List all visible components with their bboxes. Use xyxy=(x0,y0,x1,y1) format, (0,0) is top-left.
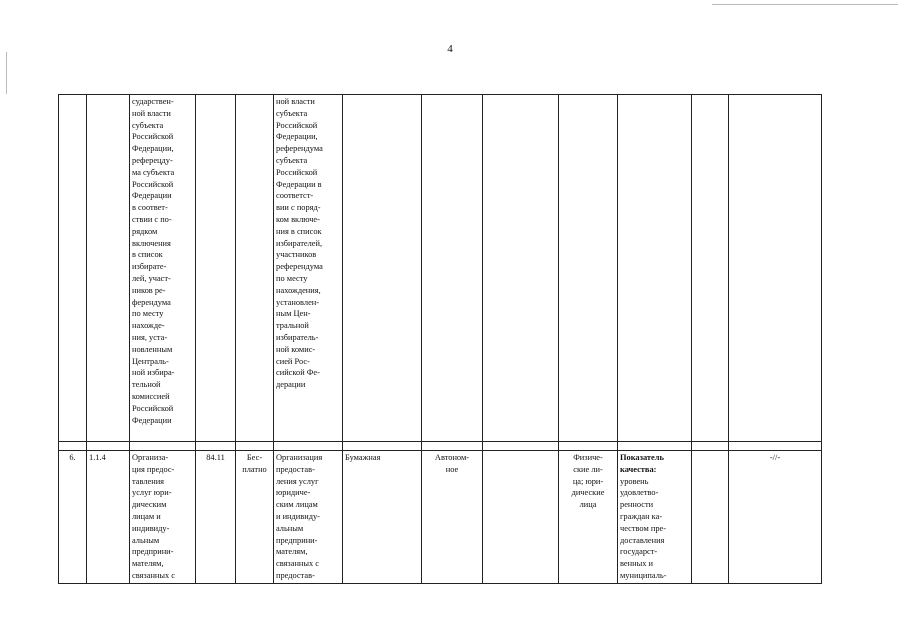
indicator-heading: Показатель качества: xyxy=(620,453,664,474)
cell-code: 1.1.4 xyxy=(87,451,130,584)
cell-service-name: Организа- ция предос- тавления услуг юри- дическим лицам и индивиду- альным предприни- мателям, связанных с xyxy=(130,451,196,584)
cell-col12 xyxy=(692,451,729,584)
cell-num xyxy=(59,95,87,442)
cell-consumers xyxy=(559,95,618,442)
row-separator xyxy=(59,442,822,451)
cell-col12 xyxy=(692,95,729,442)
cell-col9 xyxy=(483,95,559,442)
cell-consumers: Физиче- ские ли- ца; юри- дические лица xyxy=(559,451,618,584)
cell-indicators xyxy=(618,451,692,584)
cell-col9 xyxy=(483,451,559,584)
cell-institution-type: Автоном- ное xyxy=(422,451,483,584)
top-rule xyxy=(712,4,898,5)
cell-form: Бумажная xyxy=(343,451,422,584)
cell-institution-type xyxy=(422,95,483,442)
indicator-text: уровень удовлетво- ренности граждан ка- чеством пре- доставления государст- венных и муниципаль- xyxy=(620,476,667,580)
cell-indicators xyxy=(618,95,692,442)
cell-num: 6. xyxy=(59,451,87,584)
cell-col13 xyxy=(729,95,822,442)
cell-code xyxy=(87,95,130,442)
registry-table xyxy=(58,94,822,584)
table-row xyxy=(59,451,822,584)
cell-okved: 84.11 xyxy=(196,451,236,584)
cell-content: Организация предостав- ления услуг юридиче- ским лицам и индивиду- альным предприни- мателям, связанных с предостав- xyxy=(274,451,343,584)
cell-payment xyxy=(236,95,274,442)
cell-col13: -//- xyxy=(729,451,822,584)
cell-payment: Бес- платно xyxy=(236,451,274,584)
cell-service-name: сударствен- ной власти субъекта Российской Федерации, реферецду- ма субъекта Российской Федерации в соответ- ствии с по- рядком включения в список избирате- лей, участ- ников ре- ферендума по месту нахожде- ния, уста- новленным Централь- ной избира- тельной комиссией Российской Федерации xyxy=(130,95,196,442)
cell-content: ной власти субъекта Российской Федерации, референдума субъекта Российской Федерации в соответст- вии с поряд- ком включе- ния в список избирателей, участников референдума по месту нахождения, установлен- ным Цен- тральной избиратель- ной комис- сией Рос- сийской Фе- дерации xyxy=(274,95,343,442)
margin-mark xyxy=(6,52,7,94)
table-row xyxy=(59,95,822,442)
page-number: 4 xyxy=(447,43,453,55)
cell-okved xyxy=(196,95,236,442)
cell-form xyxy=(343,95,422,442)
